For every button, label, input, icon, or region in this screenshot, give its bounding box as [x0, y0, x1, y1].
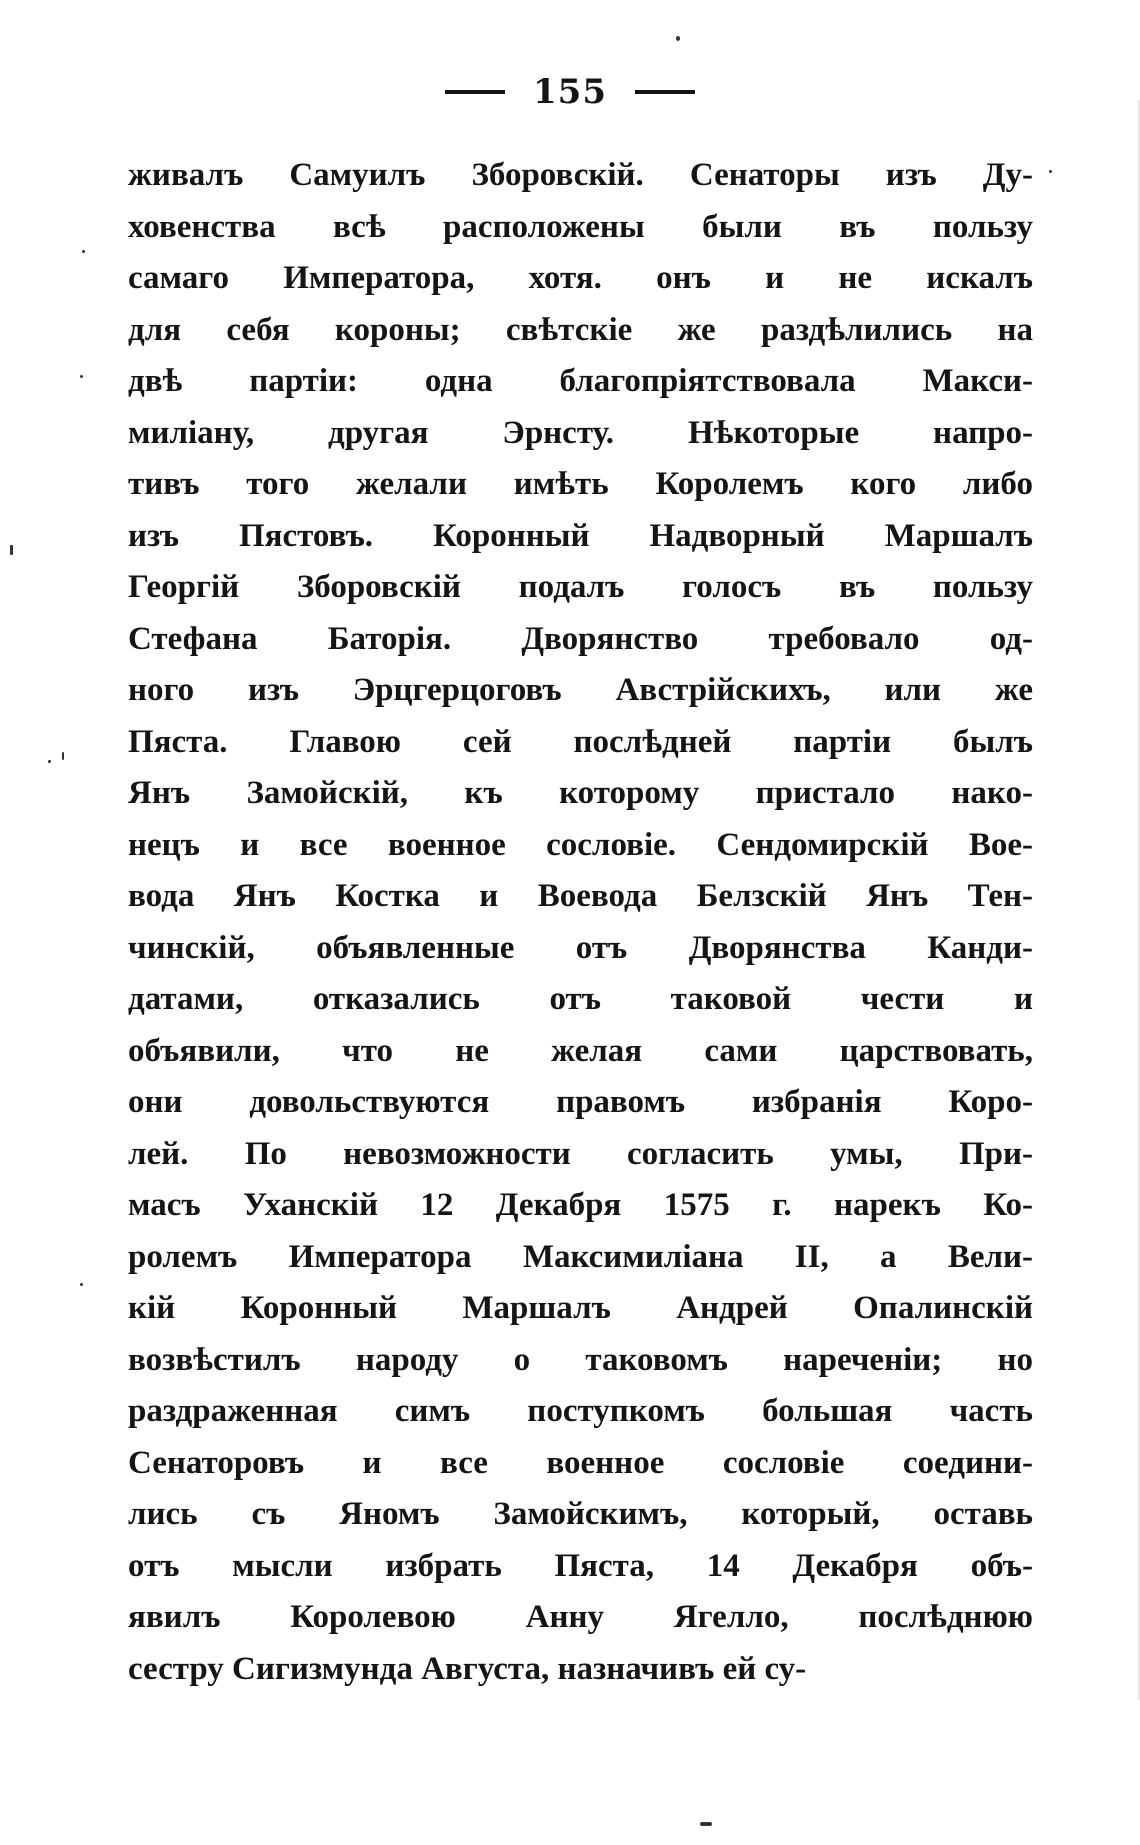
page-number: 155 — [533, 72, 607, 112]
text-line: тивъ того желали имѣть Королемъ кого либо — [128, 466, 1033, 502]
text-line: двѣ партіи: одна благопріятствовала Макси- — [128, 363, 1033, 399]
scan-speck — [80, 1283, 83, 1286]
text-line: объявили, что не желая сами царствовать, — [128, 1032, 1033, 1069]
page-header — [0, 72, 1140, 112]
text-line: ховенства всѣ расположены были въ пользу — [128, 208, 1033, 245]
text-line: нецъ и все военное сословіе. Сендомирскій Вое- — [128, 826, 1033, 863]
text-line: Янъ Замойскій, къ которому пристало нако- — [128, 775, 1033, 811]
text-line: ного изъ Эрцгерцоговъ Австрійскихъ, или же — [128, 672, 1033, 708]
header-dash-right — [635, 90, 695, 94]
text-line: изъ Пястовъ. Коронный Надворный Маршалъ — [128, 517, 1033, 554]
text-line: раздраженная симъ поступкомъ большая часть — [128, 1393, 1033, 1429]
scan-speck — [700, 1822, 712, 1826]
text-line: лись съ Яномъ Замойскимъ, который, оставь — [128, 1496, 1033, 1532]
scan-speck — [80, 375, 83, 378]
header-dash-left — [445, 90, 505, 94]
body-text — [128, 150, 1033, 1695]
scan-speck — [62, 752, 64, 760]
text-line: чинскій, объявленные отъ Дворянства Канди- — [128, 929, 1033, 966]
text-line: датами, отказались отъ таковой чести и — [128, 981, 1033, 1017]
text-line: живалъ Самуилъ Зборовскій. Сенаторы изъ Ду- — [128, 157, 1033, 193]
text-line: Пяста. Главою сей послѣдней партіи былъ — [128, 723, 1033, 760]
text-line: возвѣстилъ народу о таковомъ нареченіи; но — [128, 1341, 1033, 1378]
text-line: отъ мысли избрать Пяста, 14 Декабря объ- — [128, 1547, 1033, 1584]
text-line: кій Коронный Маршалъ Андрей Опалинскій — [128, 1290, 1033, 1326]
text-line: масъ Уханскій 12 Декабря 1575 г. нарекъ Ко- — [128, 1187, 1033, 1223]
text-line: миліану, другая Эрнсту. Нѣкоторые напро- — [128, 414, 1033, 451]
scan-speck — [1049, 170, 1052, 173]
text-line: Сенаторовъ и все военное сословіе соедини- — [128, 1444, 1033, 1481]
text-line: для себя короны; свѣтскіе же раздѣлились на — [128, 311, 1033, 348]
text-line: самаго Императора, хотя. онъ и не искалъ — [128, 260, 1033, 296]
scan-speck — [48, 760, 51, 763]
scan-speck — [10, 545, 13, 555]
text-line: лей. По невозможности согласить умы, При- — [128, 1135, 1033, 1172]
text-line: они довольствуются правомъ избранія Коро- — [128, 1084, 1033, 1120]
text-line: Стефана Баторія. Дворянство требовало од- — [128, 620, 1033, 657]
text-line: сестру Сигизмунда Августа, назначивъ ей су- — [128, 1650, 807, 1687]
text-line: вода Янъ Костка и Воевода Белзскій Янъ Тен- — [128, 878, 1033, 914]
text-line: Георгій Зборовскій подалъ голосъ въ пользу — [128, 569, 1033, 605]
text-line: ролемъ Императора Максимиліана II, а Вели- — [128, 1238, 1033, 1275]
scan-speck — [676, 36, 680, 41]
scan-speck — [82, 250, 85, 253]
text-line: явилъ Королевою Анну Ягелло, послѣднюю — [128, 1599, 1033, 1635]
